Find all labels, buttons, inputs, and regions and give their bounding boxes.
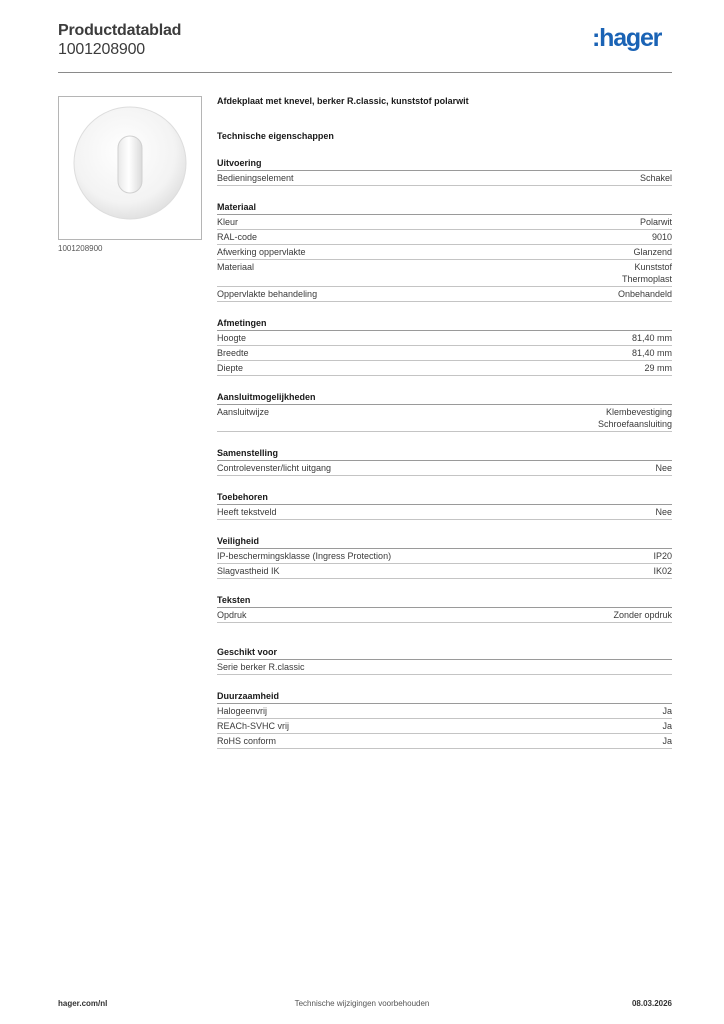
- image-caption: 1001208900: [58, 244, 103, 253]
- spec-value: [662, 705, 672, 717]
- spec-row: [217, 230, 672, 245]
- spec-value-line: Kunststof: [634, 262, 672, 272]
- spec-value-line: Klembevestiging: [605, 407, 672, 417]
- spec-group-title: Geschikt voor: [217, 646, 672, 660]
- spec-group-title: Teksten: [217, 594, 672, 608]
- spec-row: [217, 361, 672, 376]
- spec-value-line: IP20: [653, 551, 672, 561]
- spec-label: Kleur: [217, 217, 239, 227]
- spec-label: Hoogte: [217, 333, 247, 343]
- spec-row: [217, 405, 672, 432]
- spec-label: Oppervlakte behandeling: [217, 289, 318, 299]
- spec-group-title: Duurzaamheid: [217, 690, 672, 704]
- document-title: Productdatablad: [58, 22, 182, 39]
- spec-label: Diepte: [217, 363, 244, 373]
- spec-value: [598, 406, 672, 430]
- round-cover-plate-icon: [59, 97, 201, 239]
- hager-logo: :hager: [592, 24, 662, 52]
- spec-value-line: IK02: [653, 566, 672, 576]
- spec-row: [217, 171, 672, 186]
- spec-row: [217, 549, 672, 564]
- spec-group: [217, 646, 672, 675]
- spec-value-line: 81,40 mm: [631, 348, 672, 358]
- spec-group-title: Uitvoering: [217, 157, 672, 171]
- spec-row: [217, 505, 672, 520]
- spec-value-line: Nee: [655, 507, 672, 517]
- spec-value-line: Zonder opdruk: [613, 610, 672, 620]
- spec-group-title: Afmetingen: [217, 317, 672, 331]
- spec-value: [640, 216, 672, 228]
- spec-value-line: 9010: [651, 232, 672, 242]
- header-divider: [58, 72, 672, 73]
- footer-date: 08.03.2026: [631, 999, 672, 1008]
- spec-group: [217, 447, 672, 476]
- spec-value: [613, 609, 672, 621]
- spec-groups: [217, 157, 672, 749]
- spec-group: [217, 491, 672, 520]
- spec-group: [217, 317, 672, 376]
- spec-value-line: 29 mm: [644, 363, 672, 373]
- spec-row: [217, 564, 672, 579]
- spec-group: [217, 157, 672, 186]
- spec-label: Aansluitwijze: [217, 407, 270, 417]
- spec-value: [632, 347, 672, 359]
- spec-row: [217, 704, 672, 719]
- spec-value-line: Glanzend: [633, 247, 672, 257]
- spec-label: Opdruk: [217, 610, 247, 620]
- spec-group-title: Toebehoren: [217, 491, 672, 505]
- spec-label: IP-beschermingsklasse (Ingress Protection): [217, 551, 392, 561]
- spec-value-line: Thermoplast: [621, 274, 672, 284]
- spec-label: Afwerking oppervlakte: [217, 247, 306, 257]
- spec-group-title: Aansluitmogelijkheden: [217, 391, 672, 405]
- footer-website: hager.com/nl: [58, 999, 108, 1008]
- spec-value-line: Ja: [662, 736, 672, 746]
- spec-value: [622, 261, 672, 285]
- spec-label: Bedieningselement: [217, 173, 294, 183]
- spec-value-line: Schroefaansluiting: [597, 419, 672, 429]
- spec-row: [217, 608, 672, 623]
- spec-group: [217, 690, 672, 749]
- spec-value: [653, 565, 672, 577]
- spec-row: [217, 331, 672, 346]
- spec-label: Controlevenster/licht uitgang: [217, 463, 332, 473]
- spec-value: [644, 362, 672, 374]
- spec-value: [655, 506, 672, 518]
- spec-label: RoHS conform: [217, 736, 277, 746]
- spec-value: [632, 332, 672, 344]
- spec-group-title: Veiligheid: [217, 535, 672, 549]
- spec-row: [217, 734, 672, 749]
- spec-value: [633, 246, 672, 258]
- spec-group-title: Materiaal: [217, 201, 672, 215]
- spec-label: REACh-SVHC vrij: [217, 721, 290, 731]
- product-image: [58, 96, 202, 240]
- spec-label: Breedte: [217, 348, 249, 358]
- footer-disclaimer: Technische wijzigingen voorbehouden: [294, 999, 430, 1008]
- spec-label: Halogeenvrij: [217, 706, 268, 716]
- spec-value-line: Polarwit: [639, 217, 672, 227]
- spec-value: [662, 735, 672, 747]
- spec-row: [217, 719, 672, 734]
- spec-value: [653, 550, 672, 562]
- spec-row: [217, 346, 672, 361]
- spec-group: [217, 201, 672, 302]
- spec-row: [217, 461, 672, 476]
- spec-row: [217, 260, 672, 287]
- spec-label: Serie berker R.classic: [217, 662, 305, 672]
- spec-value-line: Onbehandeld: [617, 289, 672, 299]
- spec-label: RAL-code: [217, 232, 258, 242]
- spec-group: [217, 535, 672, 579]
- spec-value: [662, 720, 672, 732]
- spec-value-line: Ja: [662, 706, 672, 716]
- spec-row: [217, 287, 672, 302]
- spec-value: [640, 172, 672, 184]
- spec-label: Slagvastheid IK: [217, 566, 280, 576]
- spec-value: [618, 288, 672, 300]
- spec-value-line: 81,40 mm: [631, 333, 672, 343]
- spec-row: [217, 245, 672, 260]
- spec-value-line: Ja: [662, 721, 672, 731]
- spec-label: Heeft tekstveld: [217, 507, 277, 517]
- spec-group-title: Samenstelling: [217, 447, 672, 461]
- spec-row: [217, 215, 672, 230]
- spec-value: [655, 462, 672, 474]
- spec-group: [217, 391, 672, 432]
- product-description: Afdekplaat met knevel, berker R.classic, kunststof polarwit: [217, 96, 469, 106]
- spec-value-line: Schakel: [639, 173, 672, 183]
- spec-label: Materiaal: [217, 262, 255, 272]
- technical-properties-heading: Technische eigenschappen: [217, 131, 334, 141]
- spec-value-line: Nee: [655, 463, 672, 473]
- product-number: 1001208900: [58, 41, 145, 58]
- spec-value: [652, 231, 672, 243]
- spec-row: [217, 660, 672, 675]
- product-specs: [217, 95, 672, 749]
- spec-group: [217, 594, 672, 623]
